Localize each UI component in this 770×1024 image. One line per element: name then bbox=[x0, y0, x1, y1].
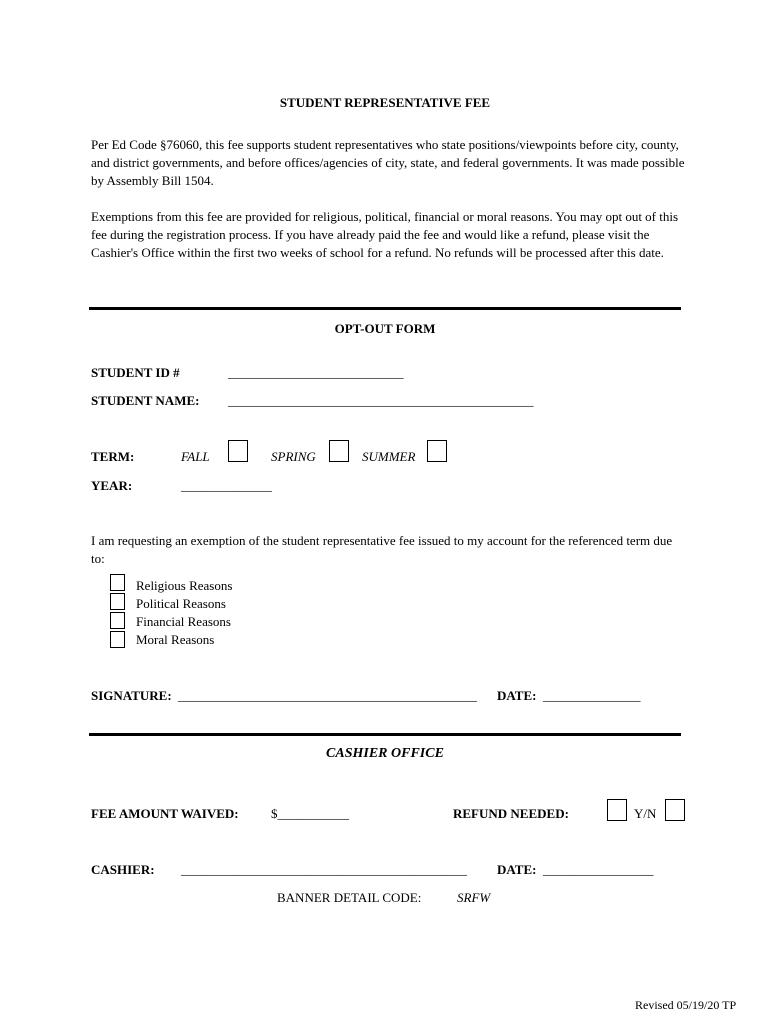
exemption-paragraph: Exemptions from this fee are provided for religious, political, financial or moral reasons. You may opt out of this fee during the registration process. If you have already paid the fee and would like a refund, please visit the Cashier's Office within the first two weeks of school for a refund. No refunds will be processed after this date. bbox=[91, 209, 679, 260]
refund-yn-label: Y/N bbox=[634, 806, 657, 821]
cashier-office-title: CASHIER OFFICE bbox=[326, 746, 444, 761]
term-fall-label: FALL bbox=[181, 449, 210, 464]
intro-paragraph: Per Ed Code §76060, this fee supports student representatives who state positions/viewpoints before city, county, and district governments, and before offices/agencies of city, state, and federal governments. It was made possible by Assembly Bill 1504. bbox=[91, 137, 685, 188]
banner-detail-code-label: BANNER DETAIL CODE: bbox=[277, 890, 422, 905]
reason-religious-checkbox[interactable] bbox=[110, 574, 125, 591]
page-title: STUDENT REPRESENTATIVE FEE bbox=[279, 95, 491, 110]
cashier-field[interactable]: ____________________________________________ bbox=[181, 862, 467, 877]
reason-moral-label: Moral Reasons bbox=[136, 632, 215, 647]
reason-financial-checkbox[interactable] bbox=[110, 612, 125, 629]
refund-needed-label: REFUND NEEDED: bbox=[453, 806, 569, 821]
signature-label: SIGNATURE: bbox=[91, 688, 172, 703]
term-fall-checkbox[interactable] bbox=[228, 440, 248, 462]
student-name-label bbox=[91, 393, 199, 409]
term-spring-checkbox[interactable] bbox=[329, 440, 349, 462]
reason-political-label: Political Reasons bbox=[136, 596, 226, 611]
banner-detail-code-value: SRFW bbox=[457, 890, 491, 905]
year-field[interactable]: ______________ bbox=[181, 478, 272, 493]
divider bbox=[89, 733, 681, 736]
fee-amount-field[interactable]: $___________ bbox=[271, 806, 349, 821]
reason-religious-label: Religious Reasons bbox=[136, 578, 233, 593]
term-summer-label: SUMMER bbox=[362, 449, 416, 464]
reason-financial-label: Financial Reasons bbox=[136, 614, 231, 629]
refund-yes-checkbox[interactable] bbox=[607, 799, 627, 821]
cashier-date-label: DATE: bbox=[497, 862, 537, 877]
divider bbox=[89, 307, 681, 310]
date-label: DATE: bbox=[497, 688, 537, 703]
fee-amount-label: FEE AMOUNT WAIVED: bbox=[91, 806, 239, 821]
term-spring-label: SPRING bbox=[271, 449, 316, 464]
revision-note: Revised 05/19/20 TP bbox=[635, 998, 737, 1012]
term-label: TERM: bbox=[91, 449, 135, 464]
cashier-date-field[interactable]: _________________ bbox=[543, 862, 654, 877]
year-label: YEAR: bbox=[91, 478, 133, 493]
student-name-field[interactable]: _______________________________________________ bbox=[228, 393, 534, 408]
cashier-label: CASHIER: bbox=[91, 862, 155, 877]
student-id-field[interactable]: ___________________________ bbox=[228, 365, 404, 380]
term-summer-checkbox[interactable] bbox=[427, 440, 447, 462]
reason-moral-checkbox[interactable] bbox=[110, 631, 125, 648]
reason-political-checkbox[interactable] bbox=[110, 593, 125, 610]
exemption-request-text: I am requesting an exemption of the student representative fee issued to my account for the referenced term due to: bbox=[91, 533, 673, 566]
optout-title: OPT-OUT FORM bbox=[334, 321, 436, 336]
student-id-label: STUDENT ID # bbox=[91, 365, 180, 380]
student-name-label-text: STUDENT NAME: bbox=[91, 393, 200, 408]
date-field[interactable]: _______________ bbox=[543, 688, 641, 703]
refund-no-checkbox[interactable] bbox=[665, 799, 685, 821]
signature-field[interactable]: ______________________________________________ bbox=[178, 688, 477, 703]
